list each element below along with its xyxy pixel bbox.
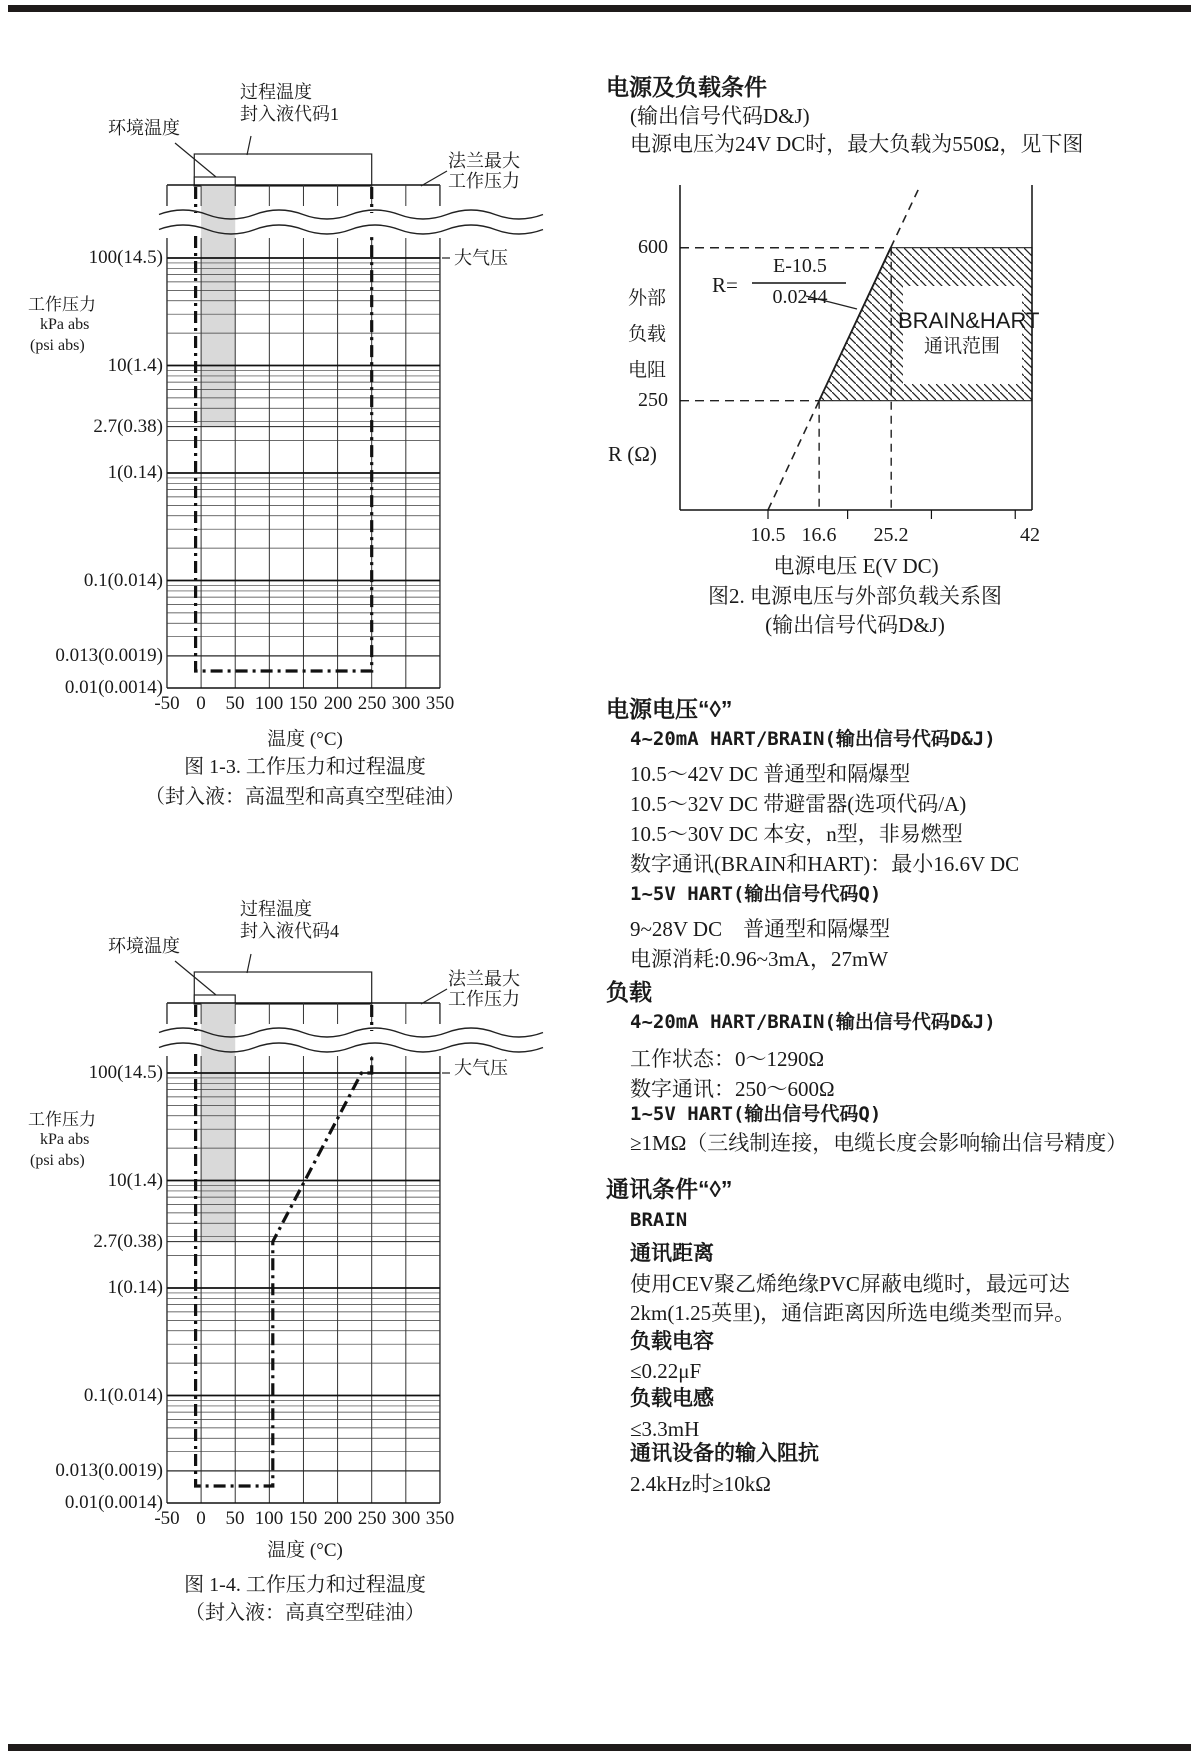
- load-digital: 数字通讯：250～600Ω: [630, 1077, 835, 1101]
- comm-inductance-label: 负载电感: [630, 1387, 714, 1410]
- fig2-load-line-low: [768, 401, 819, 510]
- fig2-comm-label-box: [903, 286, 1022, 384]
- fig2-y-axis-title-line1: 外部: [628, 288, 667, 309]
- fig14-caption-sub: （封入液：高真空型硅油）: [185, 1602, 425, 1624]
- fig13-ytick: 0.1(0.014): [83, 570, 163, 591]
- load-heading: 负载: [606, 979, 652, 1005]
- supply-range-is: 10.5～30V DC 本安，n型，非易燃型: [630, 822, 963, 846]
- comm-brain-subheading: BRAIN: [630, 1209, 688, 1231]
- fig2-xtick-16-6: 16.6: [801, 524, 837, 546]
- fig14-ytick: 0.1(0.014): [83, 1385, 163, 1406]
- supply-range-general: 10.5～42V DC 普通型和隔爆型: [630, 762, 911, 786]
- fig13-xtick: 350: [425, 693, 455, 714]
- fig13-ambient-temp-label: 环境温度: [108, 118, 180, 138]
- fig14-caption: 图 1-4. 工作压力和过程温度: [184, 1574, 426, 1596]
- fig13-xtick: -50: [154, 693, 180, 714]
- fig14-flange-label-line1: 法兰最大: [448, 969, 520, 989]
- fig13-xtick: 200: [323, 693, 353, 714]
- fig2-formula-numerator: E-10.5: [773, 255, 827, 277]
- fig13-leader-2: [421, 171, 447, 186]
- fig14-xtick: 0: [196, 1508, 206, 1529]
- fig14-xtick: 350: [425, 1508, 455, 1529]
- comm-impedance-label: 通讯设备的输入阻抗: [630, 1442, 819, 1465]
- supply-voltage-heading: 电源电压“◊”: [606, 696, 733, 722]
- supply-420ma-subheading: 4~20mA HART/BRAIN(输出信号代码D&J): [630, 728, 996, 750]
- load-15v-subheading: 1~5V HART(输出信号代码Q): [630, 1103, 882, 1125]
- comm-impedance-value: 2.4kHz时≥10kΩ: [630, 1472, 771, 1496]
- fig14-atmosphere-label: 大气压: [454, 1058, 508, 1078]
- fig2-xtick-25-2: 25.2: [873, 524, 909, 546]
- fig14-leader-1: [247, 954, 251, 973]
- fig13-caption-sub: （封入液：高温型和高真空型硅油）: [145, 786, 465, 808]
- comm-capacitance-label: 负载电容: [630, 1330, 714, 1353]
- comm-conditions-heading: 通讯条件“◊”: [606, 1176, 733, 1202]
- fig2-y-axis-title-line3: 电阻: [628, 360, 667, 381]
- fig13-process-temp-label: 过程温度: [240, 82, 312, 102]
- fig13-y-axis-title: 工作压力: [28, 295, 96, 314]
- fig13-atmosphere-label: 大气压: [454, 248, 508, 268]
- fig14-ytick: 0.01(0.0014): [64, 1492, 163, 1513]
- supply-range-arrester: 10.5～32V DC 带避雷器(选项代码/A): [630, 792, 967, 816]
- comm-distance-text1: 使用CEV聚乙烯绝缘PVC屏蔽电缆时，最远可达: [630, 1272, 1070, 1296]
- fig13-xtick: 100: [254, 693, 284, 714]
- fig2-y-axis-title-line2: 负载: [628, 324, 667, 345]
- fig14-process-temp-label: 过程温度: [240, 899, 312, 919]
- fig13-xtick: 300: [391, 693, 421, 714]
- fig2-xtick-10-5: 10.5: [750, 524, 786, 546]
- fig13-flange-label-line2: 工作压力: [448, 171, 520, 191]
- fig13-caption: 图 1-3. 工作压力和过程温度: [184, 756, 426, 778]
- power-load-desc: 电源电压为24V DC时，最大负载为550Ω，见下图: [630, 132, 1084, 156]
- load-1mohm: ≥1MΩ（三线制连接，电缆长度会影响输出信号精度）: [630, 1131, 1128, 1155]
- fig14-xtick: 100: [254, 1508, 284, 1529]
- fig2-ytick-250: 250: [638, 389, 668, 411]
- fig13-fill-code-label: 封入液代码1: [240, 104, 339, 124]
- fig13-xtick: 150: [288, 693, 318, 714]
- load-420ma-subheading: 4~20mA HART/BRAIN(输出信号代码D&J): [630, 1011, 996, 1033]
- fig2-formula-denominator: 0.0244: [772, 286, 828, 308]
- fig2-r-unit-label: R (Ω): [608, 442, 657, 466]
- comm-distance-label: 通讯距离: [630, 1242, 714, 1265]
- fig14-ytick: 2.7(0.38): [93, 1231, 163, 1252]
- fig13-ytick: 10(1.4): [107, 355, 163, 376]
- fig14-ambient-temp-label: 环境温度: [108, 936, 180, 956]
- fig2-ytick-600: 600: [638, 236, 668, 258]
- comm-capacitance-value: ≤0.22μF: [630, 1359, 702, 1383]
- fig14-xtick: 50: [225, 1508, 245, 1529]
- fig13-x-axis-title: 温度 (°C): [267, 729, 343, 750]
- fig14-ytick: 0.013(0.0019): [55, 1460, 163, 1481]
- fig13-xtick: 50: [225, 693, 245, 714]
- fig2-comm-region-label-line2: 通讯范围: [923, 336, 1000, 357]
- fig13-xtick: 0: [196, 693, 206, 714]
- fig13-y-axis-unit: kPa abs: [40, 316, 90, 333]
- supply-9-28v: 9~28V DC 普通型和隔爆型: [630, 917, 891, 941]
- fig14-ytick: 10(1.4): [107, 1170, 163, 1191]
- fig13-ytick: 2.7(0.38): [93, 416, 163, 437]
- fig14-y-axis-title: 工作压力: [28, 1110, 96, 1129]
- fig2-formula-lhs: R=: [712, 273, 738, 297]
- supply-digital-min: 数字通讯(BRAIN和HART)：最小16.6V DC: [630, 852, 1020, 876]
- fig14-xtick: 300: [391, 1508, 421, 1529]
- fig14-y-axis-unit: kPa abs: [40, 1131, 90, 1148]
- supply-consumption: 电源消耗:0.96~3mA，27mW: [630, 947, 889, 971]
- fig13-ytick: 100(14.5): [88, 247, 163, 268]
- fig13-xtick: 250: [357, 693, 387, 714]
- fig14-xtick: 250: [357, 1508, 387, 1529]
- fig2-comm-region-label-line1: BRAIN&HART: [898, 308, 1040, 333]
- fig2-xtick-42: 42: [1020, 524, 1040, 546]
- fig14-x-axis-title: 温度 (°C): [267, 1540, 343, 1561]
- load-operating: 工作状态：0～1290Ω: [630, 1047, 825, 1071]
- fig13-ytick: 0.013(0.0019): [55, 645, 163, 666]
- power-load-output-code: (输出信号代码D&J): [630, 104, 810, 128]
- comm-distance-text2: 2km(1.25英里)，通信距离因所选电缆类型而异。: [630, 1301, 1076, 1325]
- fig2-caption-sub: (输出信号代码D&J): [765, 613, 945, 637]
- comm-inductance-value: ≤3.3mH: [630, 1417, 700, 1441]
- fig14-ytick: 1(0.14): [107, 1277, 163, 1298]
- supply-15v-subheading: 1~5V HART(输出信号代码Q): [630, 883, 882, 905]
- fig13-y-axis-unit-alt: (psi abs): [30, 337, 85, 354]
- fig2-load-line-high: [891, 185, 921, 248]
- fig14-leader-2: [421, 989, 447, 1004]
- fig14-flange-label-line2: 工作压力: [448, 989, 520, 1009]
- fig13-flange-label-line1: 法兰最大: [448, 151, 520, 171]
- fig14-xtick: -50: [154, 1508, 180, 1529]
- fig14-xtick: 200: [323, 1508, 353, 1529]
- fig13-ytick: 0.01(0.0014): [64, 677, 163, 698]
- power-load-conditions-heading: 电源及负载条件: [606, 74, 767, 100]
- fig14-fill-code-label: 封入液代码4: [240, 921, 339, 941]
- fig2-caption: 图2. 电源电压与外部负载关系图: [708, 584, 1002, 608]
- fig14-ytick: 100(14.5): [88, 1062, 163, 1083]
- fig14-xtick: 150: [288, 1508, 318, 1529]
- fig2-x-axis-title: 电源电压 E(V DC): [773, 554, 939, 578]
- fig13-ytick: 1(0.14): [107, 462, 163, 483]
- fig13-leader-1: [247, 136, 251, 155]
- fig14-y-axis-unit-alt: (psi abs): [30, 1152, 85, 1169]
